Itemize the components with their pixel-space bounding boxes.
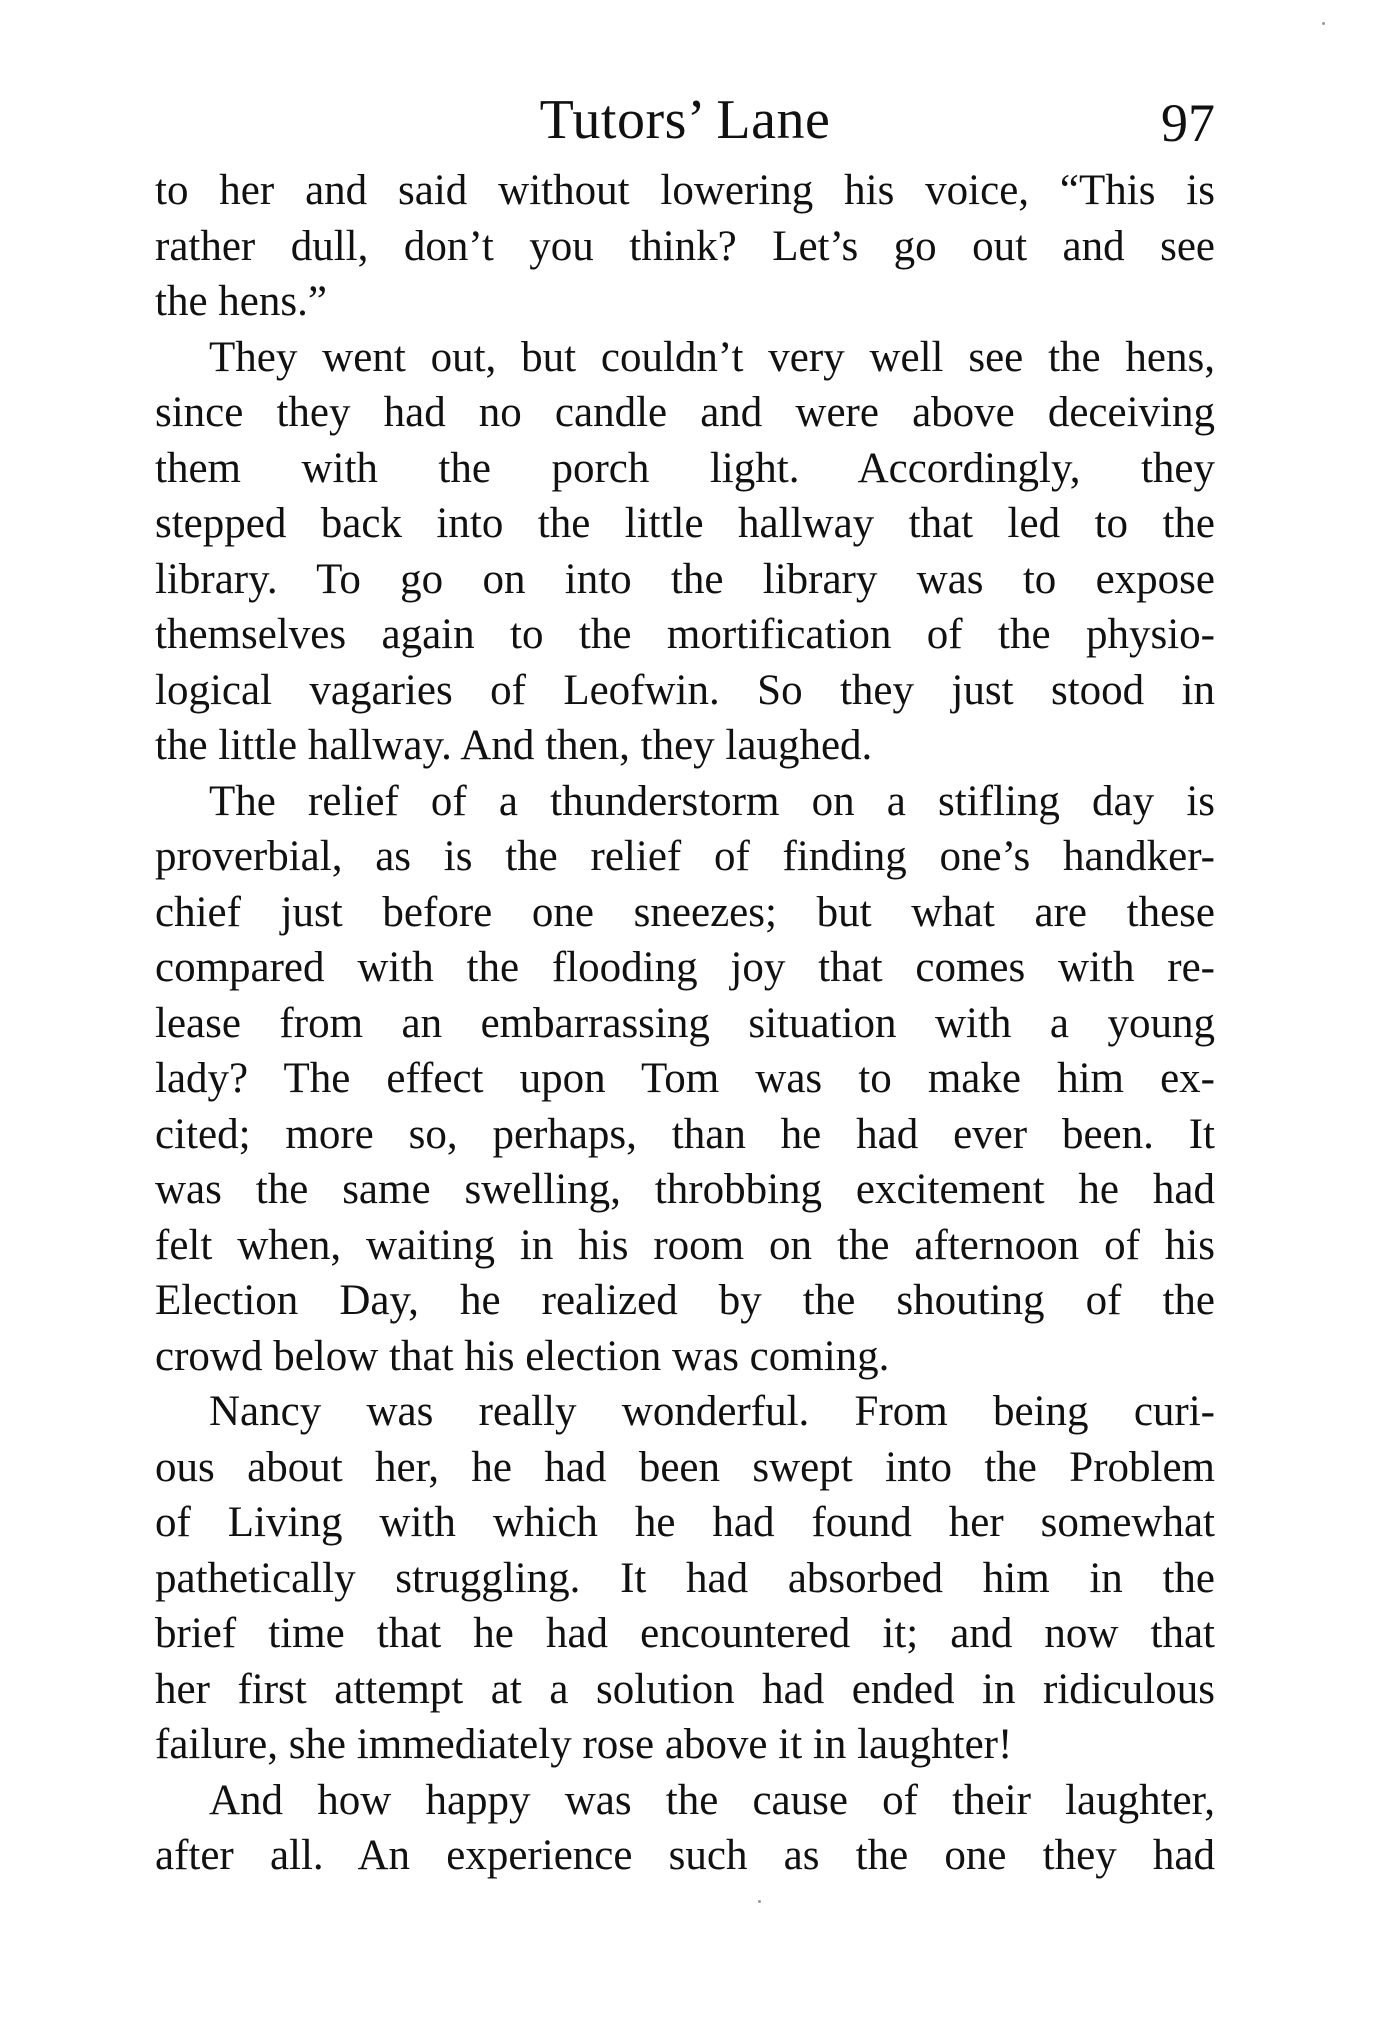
speck-mark xyxy=(1322,22,1325,25)
text-line: logical vagaries of Leofwin. So they just stood in xyxy=(155,666,1215,714)
text-line: lady? The effect upon Tom was to make him ex- xyxy=(155,1055,1215,1102)
text-line: proverbial, as is the relief of finding one’s handker- xyxy=(155,833,1215,880)
text-line: rather dull, don’t you think? Let’s go out and see xyxy=(155,222,1215,270)
text-line: And how happy was the cause of their laughter, xyxy=(209,1776,1215,1824)
text-line: cited; more so, perhaps, than he had ever been. It xyxy=(155,1110,1215,1158)
text-line: They went out, but couldn’t very well see the hens, xyxy=(209,333,1215,381)
text-line: ous about her, he had been swept into the Problem xyxy=(155,1443,1215,1491)
text-line: Nancy was really wonderful. From being curi- xyxy=(209,1388,1215,1435)
text-line: compared with the flooding joy that comes with re- xyxy=(155,944,1215,991)
text-line: lease from an embarrassing situation with a young xyxy=(155,999,1215,1047)
text-line: themselves again to the mortification of the physio- xyxy=(155,611,1215,658)
text-line: Election Day, he realized by the shouting of the xyxy=(155,1277,1215,1324)
text-line: of Living with which he had found her somewhat xyxy=(155,1499,1215,1546)
text-line: after all. An experience such as the one they had xyxy=(155,1832,1215,1879)
paragraph xyxy=(155,330,1215,774)
text-line: The relief of a thunderstorm on a stifling day is xyxy=(209,777,1215,825)
text-line: them with the porch light. Accordingly, they xyxy=(155,444,1215,492)
text-line: brief time that he had encountered it; and now that xyxy=(155,1610,1215,1657)
speck-mark xyxy=(758,1900,761,1903)
text-line: pathetically struggling. It had absorbed him in the xyxy=(155,1554,1215,1602)
text-line: library. To go on into the library was to expose xyxy=(155,555,1215,603)
text-line: chief just before one sneezes; but what are these xyxy=(155,888,1215,936)
text-line: her first attempt at a solution had ended in ridiculous xyxy=(155,1665,1215,1713)
paragraph xyxy=(155,163,1215,330)
running-title: Tutors’ Lane xyxy=(539,89,831,151)
text-line: the hens.” xyxy=(155,278,327,325)
text-line: the little hallway. And then, they laughed. xyxy=(155,722,873,769)
page-header xyxy=(155,88,1215,168)
text-line: was the same swelling, throbbing excitement he had xyxy=(155,1166,1215,1213)
text-line: to her and said without lowering his voice, “This is xyxy=(155,167,1215,214)
text-line: stepped back into the little hallway that led to the xyxy=(155,500,1215,547)
text-line: since they had no candle and were above deceiving xyxy=(155,389,1215,436)
body-text xyxy=(155,163,1215,1884)
text-line: felt when, waiting in his room on the afternoon of his xyxy=(155,1221,1215,1269)
text-line: crowd below that his election was coming. xyxy=(155,1332,890,1380)
paragraph xyxy=(155,1773,1215,1884)
paragraph xyxy=(155,1384,1215,1773)
text-line: failure, she immediately rose above it in laughter! xyxy=(155,1721,1013,1768)
paragraph xyxy=(155,774,1215,1385)
page-number: 97 xyxy=(1161,93,1215,153)
